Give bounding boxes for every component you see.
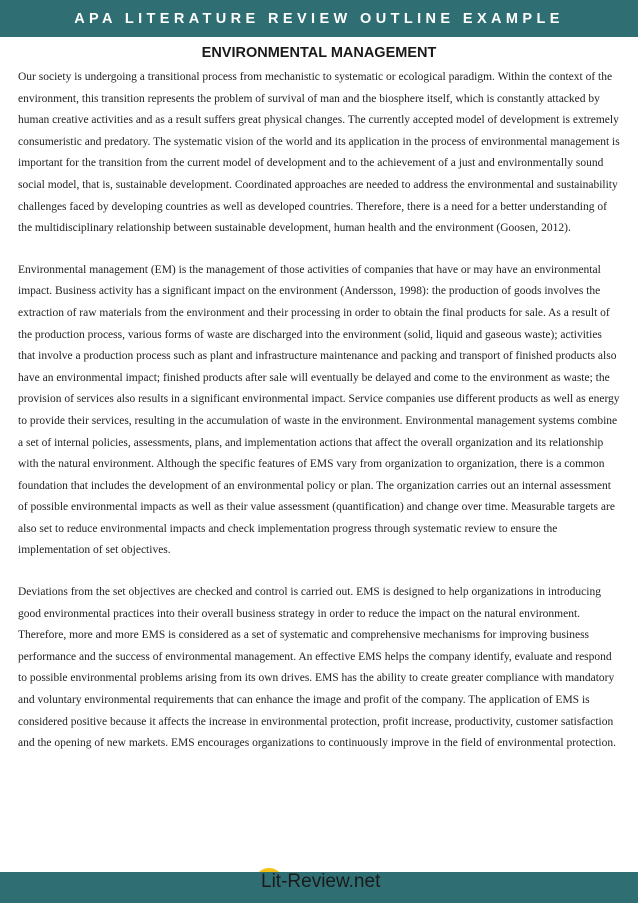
- page-title: ENVIRONMENTAL MANAGEMENT: [201, 45, 437, 61]
- logo-lit-text: Lit: [257, 871, 281, 893]
- paragraph-3: Deviations from the set objectives are checked and control is carried out. EMS is designed to help organizations in introducing good environmental practices into their overall business strategy in order to reduce the impact on the natural environment. Therefore, more and more EMS is considered as a set of systematic and comprehensive mechanisms for improving business performance and the success of environmental management. An effective EMS helps the company identify, evaluate and respond to possible environmental problems arising from its own drives. EMS has the ability to create greater compliance with mandatory and voluntary environmental requirements that can enhance the image and profit of the company. The application of EMS is considered positive because it affects the increase in environmental protection, profit increase, productivity, customer satisfaction and the opening of new markets. EMS encourages organizations to continuously improve in the field of environmental protection.: [18, 586, 616, 750]
- site-logo[interactable]: [257, 866, 380, 898]
- paragraph-1: Our society is undergoing a transitional process from mechanistic to systematic or ecological paradigm. Within the context of the environment, this transition represents the problem of survival of man and the biosphere itself, which is constantly attacked by human creative activities and as a result suffers great physical changes. The currently accepted model of development is extremely consumeristic and predatory. The systematic vision of the world and its application in the process of environmental management is important for the transition from the current model of development and to the achievement of a just and environmentally sound social model, that is, sustainable development. Coordinated approaches are needed to address the environmental and sustainability challenges faced by developing countries as well as developed countries. Therefore, there is a need for a better understanding of the multidisciplinary relationship between sustainable development, human health and the environment (Goosen, 2012).: [18, 71, 620, 235]
- body-text: [18, 67, 622, 755]
- logo-dash: -: [281, 871, 288, 892]
- header-band: [0, 0, 638, 37]
- paragraph-2: Environmental management (EM) is the management of those activities of companies that have or may have an environmental impact. Business activity has a significant impact on the environment (Andersson, 1998): the production of goods involves the extraction of raw materials from the environment and their processing in order to obtain the final products for sale. As a result of the production process, various forms of waste are discharged into the environment (solid, liquid and gaseous waste); activities that involve a production process such as plant and infrastructure maintenance and packing and transport of finished products also have an environmental impact; finished products after sale will eventually be delayed and come to the environment as waste; the provision of services also results in a significant environmental impact. Service companies use different products as well as energy to provide their services, resulting in the accumulation of waste in the environment. Environmental management systems combine a set of internal policies, assessments, plans, and implementation actions that affect the overall organization and its relationship with the natural environment. Although the specific features of EMS vary from organization to organization, there is a common foundation that includes the development of an environmental policy or plan. The organization carries out an internal assessment of possible environmental impacts as well as their value assessment (quantification) and change over time. Measurable targets are also set to reduce environmental impacts and check implementation progress through systematic review to ensure the implementation of set objectives.: [18, 263, 620, 557]
- document-type-title: APA LITERATURE REVIEW OUTLINE EXAMPLE: [74, 10, 564, 27]
- logo-review-text: Review.net: [287, 871, 381, 892]
